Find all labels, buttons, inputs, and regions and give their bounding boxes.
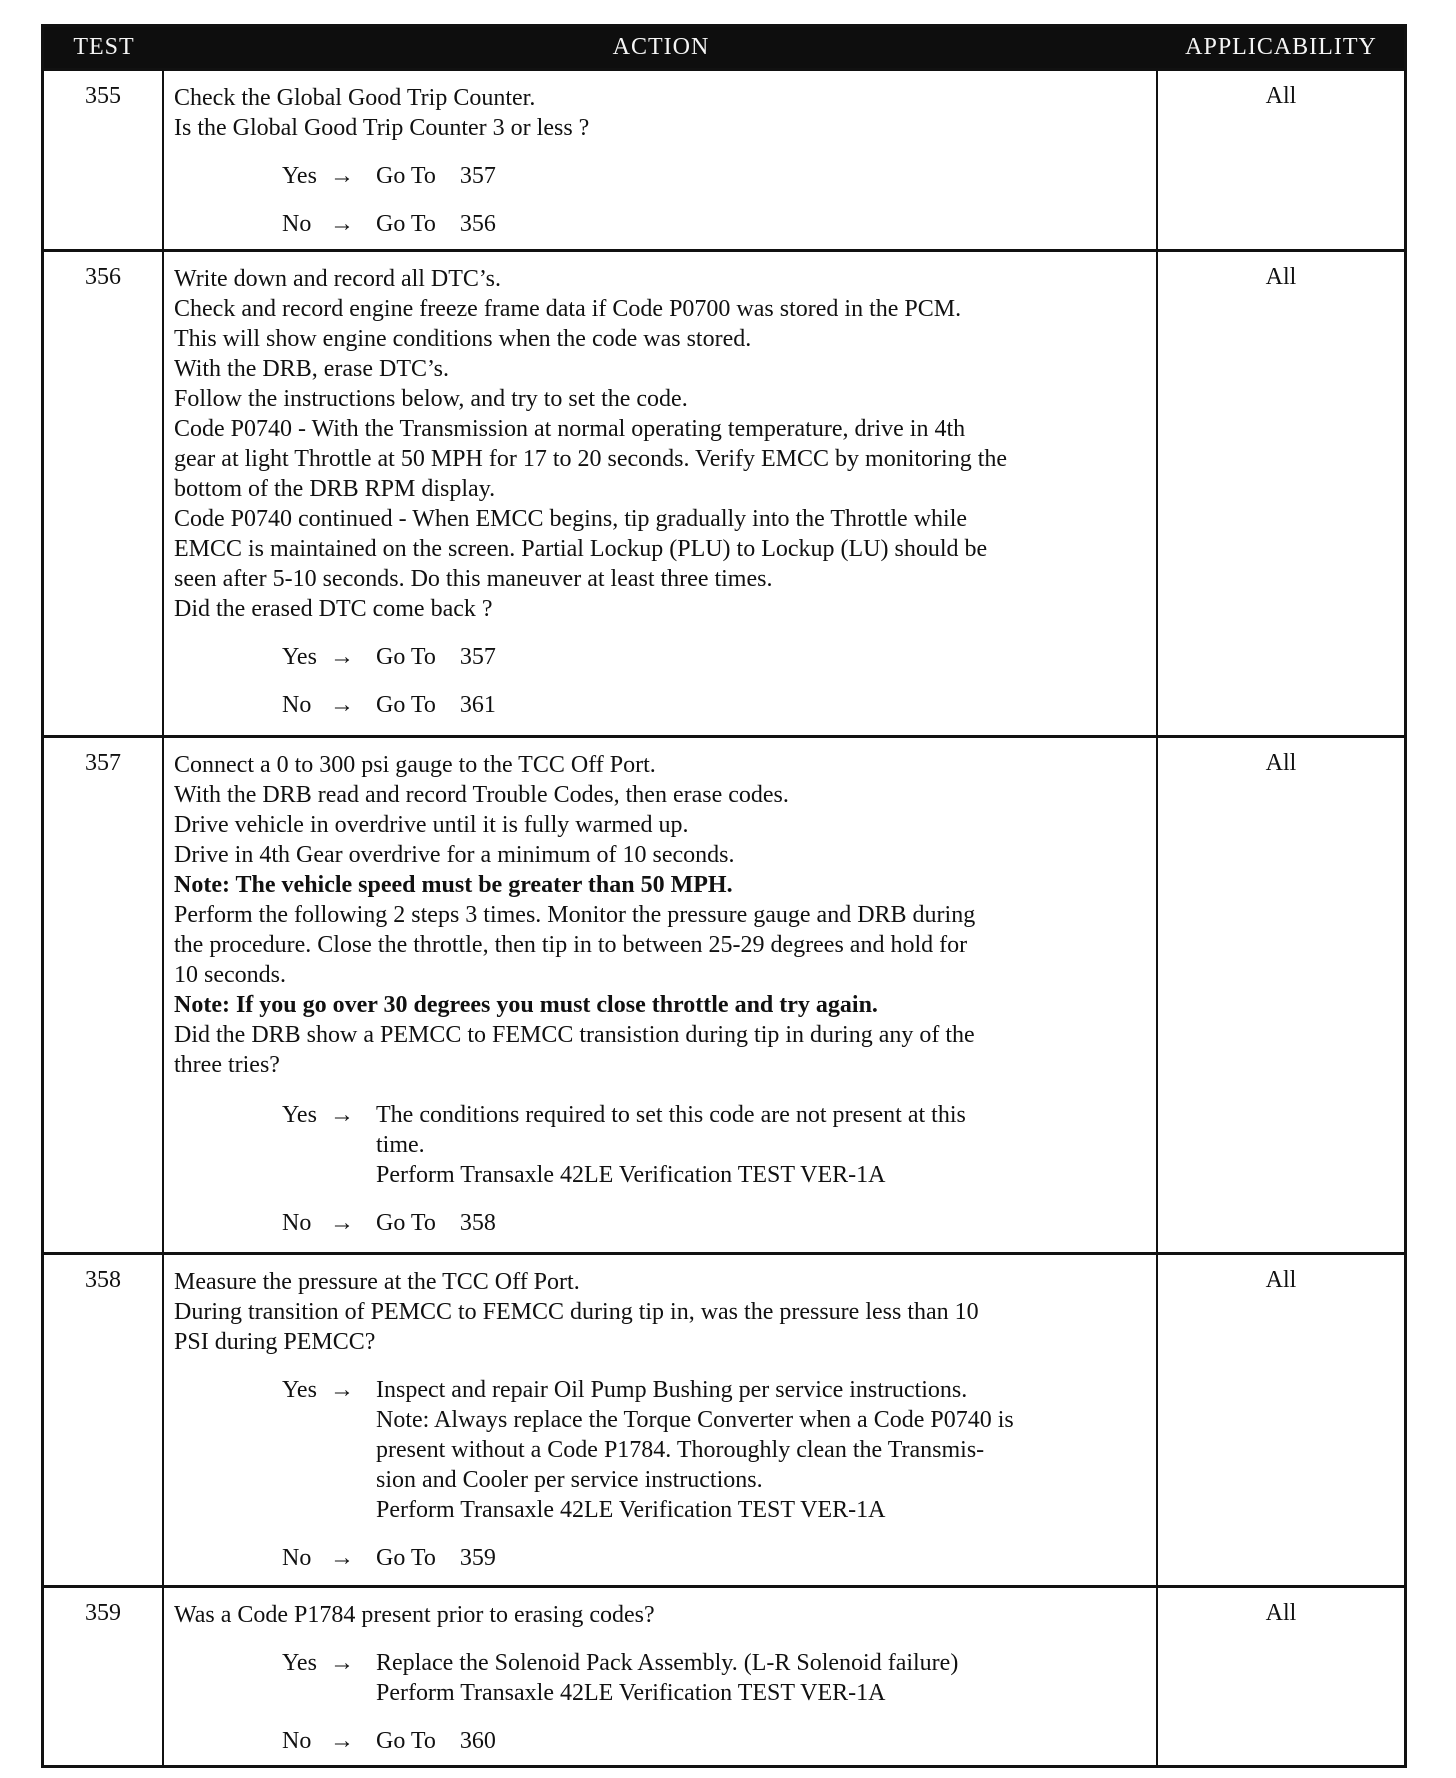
- table-row: [44, 68, 1404, 249]
- yes-label: Yes: [282, 163, 317, 189]
- goto-label: Go To: [376, 1728, 436, 1754]
- arrow-icon: →: [330, 644, 354, 670]
- action-line: gear at light Throttle at 50 MPH for 17 to 20 seconds. Verify EMCC by monitoring the: [174, 446, 1008, 472]
- action-line: PSI during PEMCC?: [174, 1329, 376, 1355]
- goto-label: Go To: [376, 163, 436, 189]
- action-line: Did the erased DTC come back ?: [174, 596, 493, 622]
- yes-branch: [282, 1100, 1148, 1190]
- result-line: Note: Always replace the Torque Converter when a Code P0740 is: [376, 1407, 1014, 1433]
- result-line: Perform Transaxle 42LE Verification TEST VER-1A: [376, 1497, 886, 1523]
- goto-label: Go To: [376, 211, 436, 237]
- test-number: 356: [44, 252, 164, 735]
- action-line: EMCC is maintained on the screen. Partial Lockup (PLU) to Lockup (LU) should be: [174, 536, 988, 562]
- note-line: Note: If you go over 30 degrees you must close throttle and try again.: [174, 992, 878, 1018]
- action-line: Drive in 4th Gear overdrive for a minimum of 10 seconds.: [174, 842, 735, 868]
- goto-number: 356: [459, 211, 496, 237]
- arrow-icon: →: [330, 692, 354, 718]
- result-line: Replace the Solenoid Pack Assembly. (L-R Solenoid failure): [376, 1650, 959, 1676]
- no-branch: [282, 690, 1148, 720]
- no-branch: [282, 1543, 1148, 1573]
- arrow-icon: →: [330, 1545, 354, 1571]
- no-branch: [282, 1208, 1148, 1238]
- goto-text: [376, 161, 1148, 191]
- no-branch: [282, 1726, 1148, 1756]
- table-row: [44, 1252, 1404, 1585]
- test-number: 355: [44, 71, 164, 249]
- goto-label: Go To: [376, 692, 436, 718]
- action-line: Measure the pressure at the TCC Off Port.: [174, 1269, 580, 1295]
- action-line: Perform the following 2 steps 3 times. Monitor the pressure gauge and DRB during: [174, 902, 976, 928]
- yes-text: [376, 1648, 1148, 1708]
- action-cell: [164, 252, 1158, 735]
- note-line: Note: The vehicle speed must be greater than 50 MPH.: [174, 872, 733, 898]
- no-branch: [282, 209, 1148, 239]
- action-line: bottom of the DRB RPM display.: [174, 476, 496, 502]
- goto-number: 359: [459, 1545, 496, 1571]
- table-row: [44, 249, 1404, 735]
- yes-branch: [282, 161, 1148, 191]
- goto-text: [376, 209, 1148, 239]
- goto-number: 360: [459, 1728, 496, 1754]
- no-label: No: [282, 692, 312, 718]
- diagnostic-table: [41, 24, 1407, 1768]
- action-line: three tries?: [174, 1052, 280, 1078]
- goto-text: [376, 642, 1148, 672]
- action-line: This will show engine conditions when the code was stored.: [174, 326, 752, 352]
- action-cell: [164, 1255, 1158, 1585]
- yes-label: Yes: [282, 644, 317, 670]
- goto-text: [376, 1543, 1148, 1573]
- arrow-icon: →: [330, 1210, 354, 1236]
- yes-label: Yes: [282, 1102, 317, 1128]
- action-cell: [164, 738, 1158, 1252]
- goto-text: [376, 690, 1148, 720]
- header-action: ACTION: [612, 34, 710, 60]
- action-cell: [164, 1588, 1158, 1766]
- applicability-cell: All: [1265, 264, 1297, 290]
- arrow-icon: →: [330, 163, 354, 189]
- action-line: With the DRB read and record Trouble Codes, then erase codes.: [174, 782, 789, 808]
- applicability-cell: All: [1265, 83, 1297, 109]
- no-label: No: [282, 1728, 312, 1754]
- applicability-cell: All: [1265, 1600, 1297, 1626]
- result-line: The conditions required to set this code are not present at this: [376, 1102, 966, 1128]
- result-line: time.: [376, 1132, 425, 1158]
- action-line: Code P0740 - With the Transmission at normal operating temperature, drive in 4th: [174, 416, 966, 442]
- action-line: 10 seconds.: [174, 962, 286, 988]
- table-header: [44, 27, 1404, 68]
- goto-number: 358: [459, 1210, 496, 1236]
- yes-text: [376, 1100, 1148, 1190]
- no-label: No: [282, 1545, 312, 1571]
- goto-label: Go To: [376, 1545, 436, 1571]
- yes-branch: [282, 642, 1148, 672]
- goto-label: Go To: [376, 644, 436, 670]
- action-line: During transition of PEMCC to FEMCC during tip in, was the pressure less than 10: [174, 1299, 979, 1325]
- action-line: Code P0740 continued - When EMCC begins, tip gradually into the Throttle while: [174, 506, 968, 532]
- goto-text: [376, 1208, 1148, 1238]
- test-number: 357: [44, 738, 164, 1252]
- no-label: No: [282, 211, 312, 237]
- action-line: the procedure. Close the throttle, then tip in to between 25-29 degrees and hold for: [174, 932, 968, 958]
- goto-label: Go To: [376, 1210, 436, 1236]
- action-line: With the DRB, erase DTC’s.: [174, 356, 449, 382]
- action-cell: [164, 71, 1158, 249]
- arrow-icon: →: [330, 1728, 354, 1754]
- action-line: Check the Global Good Trip Counter.: [174, 85, 536, 111]
- arrow-icon: →: [330, 1650, 354, 1676]
- table-row: [44, 1585, 1404, 1762]
- yes-label: Yes: [282, 1650, 317, 1676]
- action-line: Write down and record all DTC’s.: [174, 266, 501, 292]
- yes-label: Yes: [282, 1377, 317, 1403]
- goto-number: 357: [459, 163, 496, 189]
- goto-number: 357: [459, 644, 496, 670]
- test-number: 359: [44, 1588, 164, 1766]
- header-test: TEST: [73, 34, 135, 60]
- arrow-icon: →: [330, 211, 354, 237]
- action-line: Did the DRB show a PEMCC to FEMCC transistion during tip in during any of the: [174, 1022, 975, 1048]
- action-line: seen after 5-10 seconds. Do this maneuver at least three times.: [174, 566, 773, 592]
- arrow-icon: →: [330, 1377, 354, 1403]
- header-applicability: APPLICABILITY: [1185, 34, 1377, 60]
- test-number: 358: [44, 1255, 164, 1585]
- action-line: Is the Global Good Trip Counter 3 or less ?: [174, 115, 590, 141]
- yes-branch: [282, 1375, 1148, 1525]
- applicability-cell: All: [1265, 1267, 1297, 1293]
- result-line: Perform Transaxle 42LE Verification TEST VER-1A: [376, 1680, 886, 1706]
- table-row: [44, 735, 1404, 1252]
- goto-number: 361: [459, 692, 496, 718]
- result-line: sion and Cooler per service instructions.: [376, 1467, 763, 1493]
- arrow-icon: →: [330, 1102, 354, 1128]
- yes-text: [376, 1375, 1148, 1525]
- action-line: Check and record engine freeze frame data if Code P0700 was stored in the PCM.: [174, 296, 962, 322]
- result-line: present without a Code P1784. Thoroughly clean the Transmis-: [376, 1437, 985, 1463]
- no-label: No: [282, 1210, 312, 1236]
- result-line: Perform Transaxle 42LE Verification TEST VER-1A: [376, 1162, 886, 1188]
- yes-branch: [282, 1648, 1148, 1708]
- result-line: Inspect and repair Oil Pump Bushing per service instructions.: [376, 1377, 968, 1403]
- action-line: Connect a 0 to 300 psi gauge to the TCC Off Port.: [174, 752, 656, 778]
- action-line: Drive vehicle in overdrive until it is fully warmed up.: [174, 812, 689, 838]
- goto-text: [376, 1726, 1148, 1756]
- action-line: Was a Code P1784 present prior to erasing codes?: [174, 1602, 655, 1628]
- action-line: Follow the instructions below, and try to set the code.: [174, 386, 688, 412]
- applicability-cell: All: [1265, 750, 1297, 776]
